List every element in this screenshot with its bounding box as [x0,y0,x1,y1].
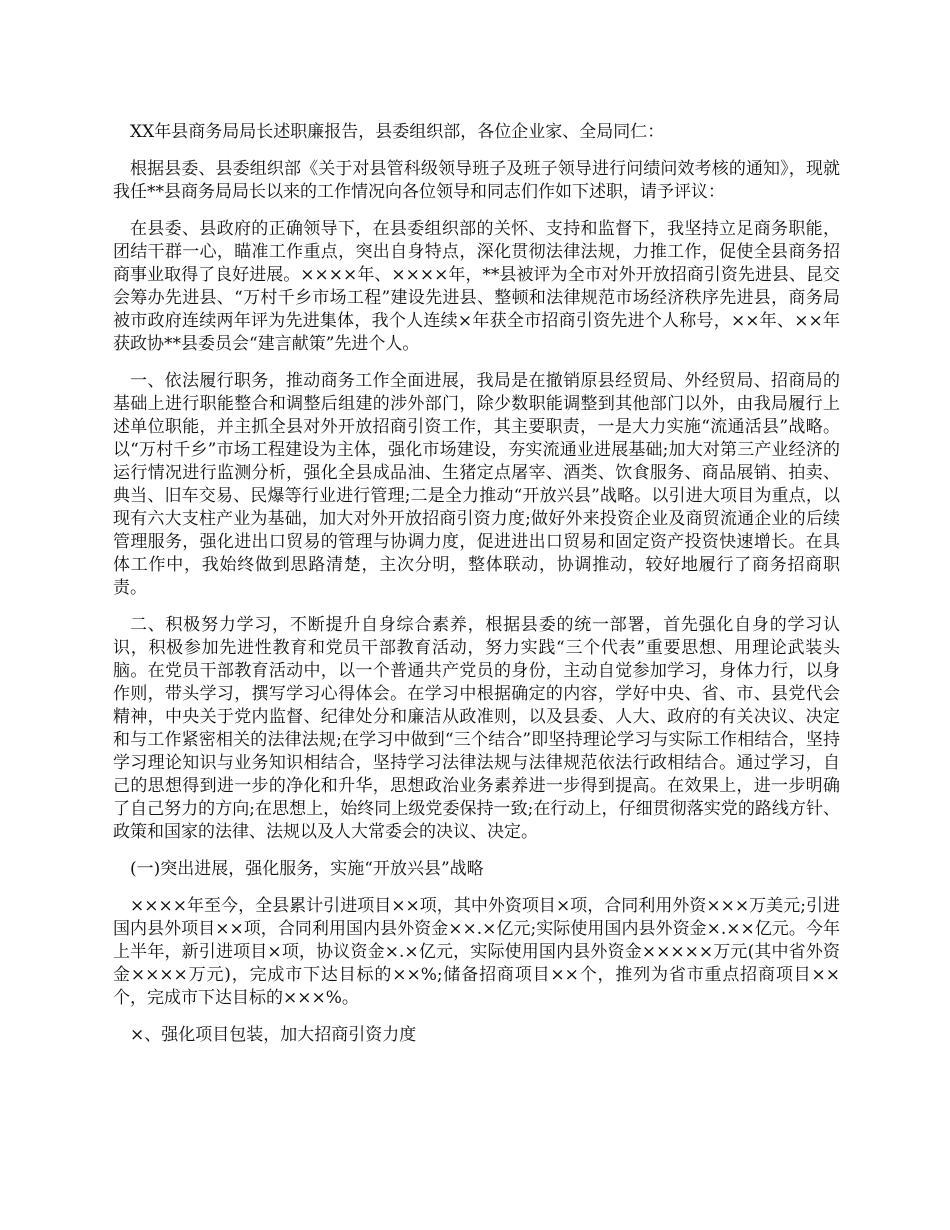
statistics-paragraph: ××××年至今，全县累计引进项目××项，其中外资项目×项，合同利用外资×××万美元;引进国内县外项目××项，合同利用国内县外资金××.×亿元;实际使用国内县外资金×.××亿元。今年上半年，新引进项目×项，协议资金×.×亿元，实际使用国内县外资金×××××万元(其中省外资金××××万元)，完成市下达目标的××%;储备招商项目××个，推列为省市重点招商项目××个，完成市下达目标的×××%。 [113,896,840,1008]
section-one-paragraph: 一、依法履行职务，推动商务工作全面进展，我局是在撤销原县经贸局、外经贸局、招商局的基础上进行职能整合和调整后组建的涉外部门，除少数职能调整到其他部门以外，由我局履行上述单位职能，并主抓全县对外开放招商引资工作，其主要职责，一是大力实施“流通活县”战略。以“万村千乡”市场工程建设为主体，强化市场建设，夯实流通业进展基础;加大对第三产业经济的运行情况进行监测分析，强化全县成品油、生猪定点屠宰、酒类、饮食服务、商品展销、拍卖、典当、旧车交易、民爆等行业进行管理;二是全力推动“开放兴县”战略。以引进大项目为重点，以现有六大支柱产业为基础，加大对外开放招商引资力度;做好外来投资企业及商贸流通企业的后续管理服务，强化进出口贸易的管理与协调力度，促进进出口贸易和固定资产投资快速增长。在具体工作中，我始终做到思路清楚，主次分明，整体联动，协调推动，较好地履行了商务招商职责。 [113,371,840,598]
section-two-paragraph: 二、积极努力学习，不断提升自身综合素养，根据县委的统一部署，首先强化自身的学习认识，积极参加先进性教育和党员干部教育活动，努力实践“三个代表”重要思想、用理论武装头脑。在党员干部教育活动中，以一个普通共产党员的身份，主动自觉参加学习，身体力行，以身作则，带头学习，撰写学习心得体会。在学习中根据确定的内容，学好中央、省、市、县党代会精神，中央关于党内监督、纪律处分和廉洁从政准则，以及县委、人大、政府的有关决议、决定和与工作紧密相关的法律法规;在学习中做到“三个结合”即坚持理论学习与实际工作相结合，坚持学习理论知识与业务知识相结合，坚持学习法律法规与法律规范依法行政相结合。通过学习，自己的思想得到进一步的净化和升华，思想政治业务素养进一步得到提高。在效果上，进一步明确了自己努力的方向;在思想上，始终同上级党委保持一致;在行动上，仔细贯彻落实党的路线方针、政策和国家的法律、法规以及人大常委会的决议、决定。 [113,615,840,842]
document-body [113,121,840,1061]
subsection-heading: (一)突出进展，强化服务，实施“开放兴县”战略 [130,859,484,879]
overview-paragraph: 在县委、县政府的正确领导下，在县委组织部的关怀、支持和监督下，我坚持立足商务职能，团结干群一心，瞄准工作重点，突出自身特点，深化贯彻法律法规，力推工作，促使全县商务招商事业取得了良好进展。××××年、××××年，**县被评为全市对外开放招商引资先进县、昆交会筹办先进县、“万村千乡市场工程”建设先进县、整顿和法律规范市场经济秩序先进县，商务局被市政府连续两年评为先进集体，我个人连续×年获全市招商引资先进个人称号，××年、××年获政协**县委员会“建言献策”先进个人。 [113,219,840,354]
intro-paragraph: 根据县委、县委组织部《关于对县管科级领导班子及班子领导进行问绩问效考核的通知》，现就我任**县商务局局长以来的工作情况向各位领导和同志们作如下述职，请予评议： [113,159,840,202]
subitem-heading: ×、强化项目包装，加大招商引资力度 [130,1025,417,1045]
greeting-paragraph: XX年县商务局局长述职廉报告，县委组织部，各位企业家、全局同仁： [130,122,665,142]
